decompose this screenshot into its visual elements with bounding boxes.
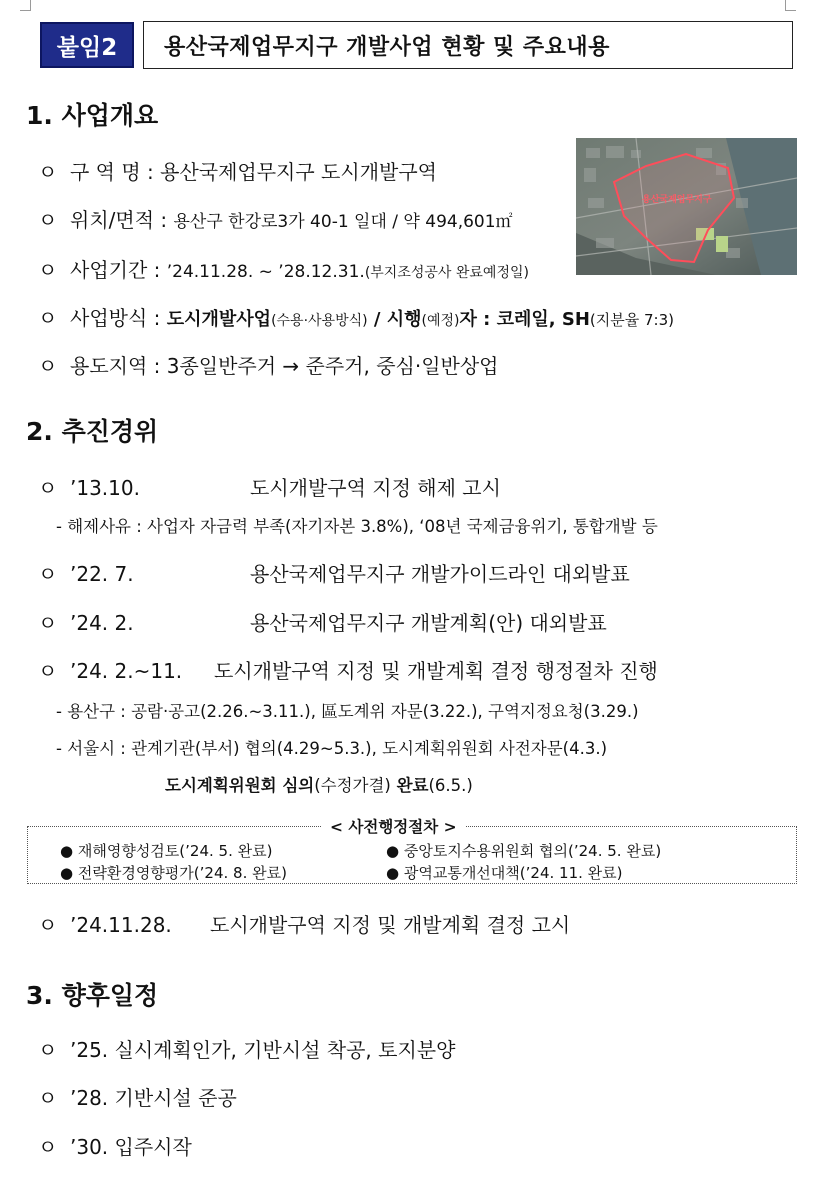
history-event <box>38 472 501 501</box>
overview-item-period: ㅇ 사업기간 : ’24.11.28. ~ ’28.12.31.(부지조성공사 완료예정일) <box>38 254 529 283</box>
attachment-tag: 붙임2 <box>40 22 134 68</box>
history-sub-note-continued <box>165 772 473 796</box>
method-planned-note: (예정) <box>421 313 460 329</box>
bullet-circle-icon: ㅇ <box>38 306 58 330</box>
bullet-dot-icon: ● <box>386 842 404 860</box>
bullet-circle-icon: ㅇ <box>38 258 58 282</box>
overview-value: 용산국제업무지구 도시개발구역 <box>160 160 437 184</box>
overview-value: ’24.11.28. ~ ’28.12.31. <box>166 262 365 282</box>
corner-mark-top-right <box>785 0 796 11</box>
overview-value: 3종일반주거 → 준주거, 중심·일반상업 <box>166 354 499 378</box>
event-text: 도시개발구역 지정 해제 고시 <box>250 476 501 500</box>
event-date: ’24.11.28. <box>70 913 172 937</box>
bullet-circle-icon: ㅇ <box>38 354 58 378</box>
pre-procedure-item <box>60 840 272 861</box>
event-date: ’24. 2.~11. <box>70 659 183 683</box>
committee-date: (6.5.) <box>428 776 473 795</box>
overview-value: 용산구 한강로3가 40-1 일대 / 약 494,601㎡ <box>173 212 513 232</box>
committee-review: 도시계획위원회 심의 <box>165 776 315 795</box>
overview-label: 구 역 명 <box>70 160 141 184</box>
site-map-image <box>576 138 797 275</box>
bullet-dot-icon: ● <box>386 864 404 882</box>
event-text: 도시개발구역 지정 및 개발계획 결정 행정절차 진행 <box>214 659 658 683</box>
committee-complete: 완료 <box>390 776 429 795</box>
pre-procedure-text: 광역교통개선대책(’24. 11. 완료) <box>403 864 623 882</box>
pre-procedure-item <box>386 862 622 883</box>
section-heading-overview: 1. 사업개요 <box>26 101 159 130</box>
bullet-dot-icon: ● <box>60 842 78 860</box>
event-text: 용산국제업무지구 개발가이드라인 대외발표 <box>250 562 630 586</box>
event-date: ’13.10. <box>70 476 140 500</box>
pre-procedure-item <box>60 862 287 883</box>
overview-label: 위치/면적 <box>70 208 155 232</box>
pre-procedure-text: 전략환경영향평가(’24. 8. 완료) <box>77 864 287 882</box>
overview-item-zoning: ㅇ 용도지역 : 3종일반주거 → 준주거, 중심·일반상업 <box>38 350 498 379</box>
method-note: (수용·사용방식) <box>271 313 368 329</box>
bullet-circle-icon: ㅇ <box>38 1086 58 1110</box>
corner-mark-top-left <box>20 0 31 11</box>
bullet-circle-icon: ㅇ <box>38 659 58 683</box>
history-sub-note: - 서울시 : 관계기관(부서) 협의(4.29~5.3.), 도시계획위원회 사전자문(4.3.) <box>56 739 608 758</box>
method-implementer: / 시행 <box>367 309 422 330</box>
pre-procedure-text: 재해영향성검토(’24. 5. 완료) <box>77 842 273 860</box>
overview-note: (부지조성공사 완료예정일) <box>364 265 529 281</box>
history-event <box>38 655 658 684</box>
history-event <box>38 607 607 636</box>
schedule-item <box>38 1131 192 1160</box>
event-date: ’24. 2. <box>70 611 134 635</box>
schedule-text: ’30. 입주시작 <box>70 1135 192 1159</box>
section-heading-schedule: 3. 향후일정 <box>26 981 159 1010</box>
pre-procedure-text: 중앙토지수용위원회 협의(’24. 5. 완료) <box>403 842 662 860</box>
event-text: 도시개발구역 지정 및 개발계획 결정 고시 <box>210 913 571 937</box>
overview-label: 용도지역 <box>70 354 148 378</box>
history-sub-note: - 용산구 : 공람·공고(2.26.~3.11.), 區도계위 자문(3.22.), 구역지정요청(3.29.) <box>56 702 639 721</box>
section-heading-history: 2. 추진경위 <box>26 417 159 446</box>
bullet-circle-icon: ㅇ <box>38 208 58 232</box>
bullet-circle-icon: ㅇ <box>38 476 58 500</box>
bullet-circle-icon: ㅇ <box>38 1135 58 1159</box>
event-text: 용산국제업무지구 개발계획(안) 대외발표 <box>250 611 607 635</box>
history-sub-note: - 해제사유 : 사업자 자금력 부족(자기자본 3.8%), ‘08년 국제금융위기, 통합개발 등 <box>56 517 658 536</box>
method-share-note: (지분율 7:3) <box>589 311 674 329</box>
schedule-item <box>38 1034 455 1063</box>
history-event <box>38 909 570 938</box>
schedule-text: ’28. 기반시설 준공 <box>70 1086 237 1110</box>
pre-procedure-item <box>386 840 661 861</box>
schedule-item <box>38 1082 237 1111</box>
bullet-circle-icon: ㅇ <box>38 913 58 937</box>
overview-label: 사업기간 <box>70 258 148 282</box>
method-value: 도시개발사업 <box>166 309 272 330</box>
bullet-circle-icon: ㅇ <box>38 611 58 635</box>
map-zone-label: 용산국제업무지구 <box>642 195 712 205</box>
bullet-circle-icon: ㅇ <box>38 160 58 184</box>
overview-item-location: ㅇ 위치/면적 : 용산구 한강로3가 40-1 일대 / 약 494,601㎡ <box>38 204 513 233</box>
history-event <box>38 558 630 587</box>
pre-procedure-title: < 사전행정절차 > <box>322 815 465 837</box>
method-operators: 자 : 코레일, SH <box>459 309 590 330</box>
overview-item-method: ㅇ 사업방식 : 도시개발사업(수용·사용방식) / 시행(예정)자 : 코레일, SH(지분율 7:3) <box>38 302 674 331</box>
committee-result: (수정가결) <box>314 776 391 795</box>
bullet-circle-icon: ㅇ <box>38 562 58 586</box>
schedule-text: ’25. 실시계획인가, 기반시설 착공, 토지분양 <box>70 1038 456 1062</box>
overview-label: 사업방식 <box>70 306 148 330</box>
overview-item-zone: ㅇ 구 역 명 : 용산국제업무지구 도시개발구역 <box>38 156 437 185</box>
bullet-dot-icon: ● <box>60 864 78 882</box>
bullet-circle-icon: ㅇ <box>38 1038 58 1062</box>
document-title: 용산국제업무지구 개발사업 현황 및 주요내용 <box>143 21 793 69</box>
event-date: ’22. 7. <box>70 562 134 586</box>
site-aerial-map <box>576 138 797 275</box>
